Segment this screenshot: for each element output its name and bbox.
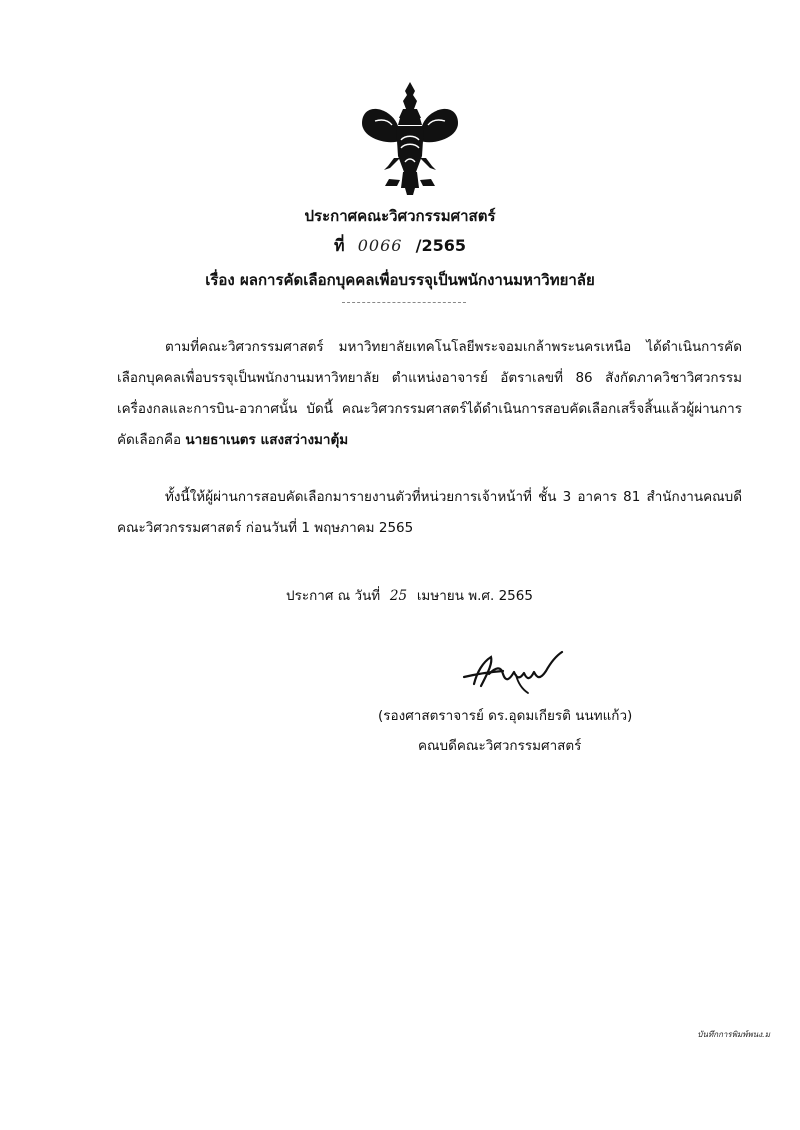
paragraph-1-text: ตามที่คณะวิศวกรรมศาสตร์ มหาวิทยาลัยเทคโนโลยีพระจอมเกล้าพระนครเหนือ ได้ดำเนินการคัดเลือกบุคคลเพื่อบรรจุเป็นพนักงานมหาวิทยาลัย ตำแหน่งอาจารย์ อัตราเลขที่ 86 สังกัดภาควิชาวิศวกรรมเครื่องกลและการบิน-อวกาศนั้น บัดนี้ คณะวิศวกรรมศาสตร์ได้ดำเนินการสอบคัดเลือกเสร็จสิ้นแล้วผู้ผ่านการคัดเลือกคือ xyxy=(117,338,742,448)
date-prefix: ประกาศ ณ วันที่ xyxy=(286,588,381,604)
subject-text: ผลการคัดเลือกบุคคลเพื่อบรรจุเป็นพนักงานมหาวิทยาลัย xyxy=(239,271,595,289)
footer-note: บันทึกการพิมพ์พนง.ม xyxy=(697,1030,770,1039)
number-prefix: ที่ xyxy=(333,236,345,255)
section-divider xyxy=(342,302,466,303)
signer-name: (รองศาสตราจารย์ ดร.อุดมเกียรติ นนทแก้ว) xyxy=(378,708,633,724)
handwritten-signature xyxy=(458,648,576,698)
date-day-handwritten: 25 xyxy=(389,588,408,604)
signer-position: คณบดีคณะวิศวกรรมศาสตร์ xyxy=(418,738,582,754)
paragraph-2: ทั้งนี้ให้ผู้ผ่านการสอบคัดเลือกมารายงานตัวที่หน่วยการเจ้าหน้าที่ ชั้น 3 อาคาร 81 สำนักงานคณบดี คณะวิศวกรรมศาสตร์ ก่อนวันที่ 1 พฤษภาคม 2565 xyxy=(117,488,742,536)
announcement-subject xyxy=(120,268,680,292)
number-handwritten: 0066 xyxy=(357,236,403,255)
paragraph-1 xyxy=(117,332,742,456)
subject-label: เรื่อง xyxy=(205,271,235,289)
number-suffix: /2565 xyxy=(415,236,467,255)
announcement-number xyxy=(120,234,680,259)
announcement-date xyxy=(286,584,533,606)
announcement-title: ประกาศคณะวิศวกรรมศาสตร์ xyxy=(304,207,496,225)
garuda-emblem-icon xyxy=(354,78,466,198)
date-suffix: เมษายน พ.ศ. 2565 xyxy=(416,588,533,604)
selected-person-name: นายธาเนตร แสงสว่างมาตุ้ม xyxy=(185,431,349,448)
